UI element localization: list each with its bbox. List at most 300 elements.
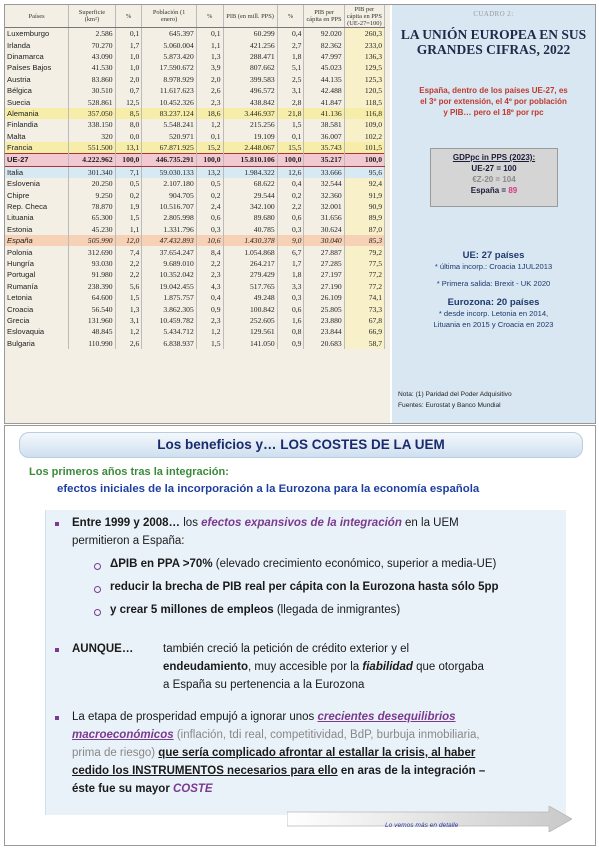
value-cell: 2.107.180 [142, 178, 196, 189]
value-cell: 1,5 [115, 212, 142, 223]
value-cell: 312.690 [69, 246, 115, 257]
value-cell: 2,2 [115, 258, 142, 269]
gdp-eu27: UE-27 = 100 [471, 164, 517, 173]
value-cell: 0,4 [277, 178, 304, 189]
value-cell: 9,0 [277, 235, 304, 246]
value-cell: 1.331.796 [142, 224, 196, 235]
bullet-imbalances [72, 708, 564, 798]
bullet2-text: , muy accesible por la [247, 661, 363, 673]
value-cell: 82.362 [304, 39, 344, 50]
value-cell: 233,0 [344, 39, 384, 50]
value-cell: 30.510 [69, 85, 115, 96]
country-cell: Estonia [5, 224, 69, 235]
value-cell: 0,6 [277, 303, 304, 314]
bullet2-text: también creció la petición de crédito exterior y el [163, 643, 410, 655]
value-cell: 45.230 [69, 224, 115, 235]
value-cell: 2,6 [196, 85, 223, 96]
bullet1-text: en la UEM [401, 517, 459, 529]
value-cell: 0,1 [115, 28, 142, 40]
table-row [5, 281, 385, 292]
value-cell: 7,4 [115, 246, 142, 257]
bullet1-text: permitieron a España: [72, 535, 185, 547]
bullet3-bold: necesarios para ello [223, 765, 338, 777]
value-cell: 2,4 [196, 201, 223, 212]
value-cell: 5.873.420 [142, 51, 196, 62]
value-cell: 60.299 [223, 28, 277, 40]
value-cell: 0,3 [277, 224, 304, 235]
country-cell: España [5, 235, 69, 246]
bullet3-bold: éste fue su mayor [72, 783, 173, 795]
spain-note-line: y PIB… pero el 18º por rpc [443, 108, 544, 117]
value-cell: 27.887 [304, 246, 344, 257]
value-cell: 1.875.757 [142, 292, 196, 303]
bullet3-gray: (inflación, tdi real, competitividad, BdP, burbuja inmobiliaria, [173, 729, 480, 741]
country-cell: Eslovenia [5, 178, 69, 189]
value-cell: 2.805.998 [142, 212, 196, 223]
value-cell: 77,2 [344, 281, 384, 292]
value-cell: 41.530 [69, 62, 115, 73]
value-cell: 0,0 [115, 131, 142, 142]
value-cell: 77,5 [344, 258, 384, 269]
value-cell: 3,1 [115, 315, 142, 326]
bullet2-text: que otorgaba [412, 661, 484, 673]
sub-bullet-text: (llegada de inmigrantes) [273, 604, 401, 616]
value-cell: 125,3 [344, 74, 384, 85]
value-cell: 83.860 [69, 74, 115, 85]
value-cell: 520.971 [142, 131, 196, 142]
column-header: Países [5, 5, 69, 28]
value-cell: 27.190 [304, 281, 344, 292]
value-cell: 0,4 [277, 28, 304, 40]
sub-bullet-gdp [110, 555, 560, 573]
country-cell: Eslovaquia [5, 326, 69, 337]
table-header-row [5, 5, 385, 28]
value-cell: 47.997 [304, 51, 344, 62]
bullet3-highlight: macroeconómicos [72, 729, 174, 741]
value-cell: 19.109 [223, 131, 277, 142]
value-cell: 2,8 [277, 96, 304, 107]
table-row [5, 178, 385, 189]
country-cell: Letonia [5, 292, 69, 303]
sub-bullet-text: (elevado crecimiento económico, superior a media-UE) [212, 558, 497, 570]
value-cell: 67,8 [344, 315, 384, 326]
value-cell: 35.743 [304, 142, 344, 154]
value-cell: 9.250 [69, 189, 115, 200]
country-cell: Hungría [5, 258, 69, 269]
column-header: % [196, 5, 223, 28]
value-cell: 100,0 [277, 154, 304, 166]
value-cell: 85,3 [344, 235, 384, 246]
country-cell: Irlanda [5, 39, 69, 50]
value-cell: 1.984.322 [223, 166, 277, 178]
slide-emu-costs [4, 425, 596, 846]
value-cell: 1,5 [277, 119, 304, 130]
value-cell: 2.448.067 [223, 142, 277, 154]
value-cell: 30.040 [304, 235, 344, 246]
value-cell: 0,5 [115, 178, 142, 189]
value-cell: 0,8 [277, 326, 304, 337]
value-cell: 20.250 [69, 178, 115, 189]
eurozone-info-line: Lituania en 2015 y Croacia en 2023 [433, 320, 554, 329]
value-cell: 27.197 [304, 269, 344, 280]
bullet3-bold: en aras de la integración – [337, 765, 486, 777]
value-cell: 1,3 [196, 51, 223, 62]
country-cell: Malta [5, 131, 69, 142]
value-cell: 32.544 [304, 178, 344, 189]
value-cell: 0,6 [277, 212, 304, 223]
gdp-spain [431, 185, 557, 196]
sub-bullet-marker [94, 609, 101, 616]
value-cell: 2,2 [196, 258, 223, 269]
subtitle-first-years: Los primeros años tras la integración: [29, 466, 229, 478]
column-header: % [115, 5, 142, 28]
value-cell: 2,3 [196, 96, 223, 107]
value-cell: 342.100 [223, 201, 277, 212]
sub-bullet-bold: reducir la brecha de PIB real per cápita con la Eurozona hasta sólo 5pp [110, 581, 499, 593]
value-cell: 35.217 [304, 154, 344, 166]
value-cell: 421.256 [223, 39, 277, 50]
spain-note-line: España, dentro de los países UE-27, es [419, 86, 568, 95]
value-cell: 41.847 [304, 96, 344, 107]
table-row [5, 303, 385, 314]
value-cell: 1,9 [115, 201, 142, 212]
cuadro-label: CUADRO 2: [473, 11, 514, 18]
country-cell: Grecia [5, 315, 69, 326]
value-cell: 0,3 [277, 292, 304, 303]
value-cell: 100,0 [115, 154, 142, 166]
table-row [5, 235, 385, 246]
value-cell: 92,4 [344, 178, 384, 189]
spain-note-line: el 3º por extensión, el 4º por población [420, 97, 567, 106]
value-cell: 65.300 [69, 212, 115, 223]
subtitle-initial-effects: efectos iniciales de la incorporación a la Eurozona para la economía española [57, 483, 480, 495]
table-row [5, 201, 385, 212]
value-cell: 33.666 [304, 166, 344, 178]
source-notes [398, 389, 593, 411]
bullet1-text: los [183, 517, 202, 529]
value-cell: 5.434.712 [142, 326, 196, 337]
value-cell: 13,1 [115, 142, 142, 154]
content-panel [45, 510, 566, 815]
value-cell: 10,6 [196, 235, 223, 246]
value-cell: 102,2 [344, 131, 384, 142]
value-cell: 18,6 [196, 108, 223, 119]
value-cell: 5,6 [115, 281, 142, 292]
value-cell: 496.572 [223, 85, 277, 96]
value-cell: 5.060.004 [142, 39, 196, 50]
bullet-marker [55, 716, 59, 720]
country-cell: Bélgica [5, 85, 69, 96]
value-cell: 0,1 [196, 28, 223, 40]
country-cell: Lituania [5, 212, 69, 223]
value-cell: 3.862.305 [142, 303, 196, 314]
value-cell: 1,8 [277, 51, 304, 62]
value-cell: 89,9 [344, 212, 384, 223]
country-cell: Polonia [5, 246, 69, 257]
bullet-expansive-effects [72, 514, 552, 550]
table-row [5, 142, 385, 154]
country-cell: Rep. Checa [5, 201, 69, 212]
value-cell: 73,3 [344, 303, 384, 314]
value-cell: 31.656 [304, 212, 344, 223]
value-cell: 38.581 [304, 119, 344, 130]
value-cell: 301.340 [69, 166, 115, 178]
value-cell: 90,9 [344, 201, 384, 212]
value-cell: 1,7 [277, 258, 304, 269]
eu-statistics-table-panel [5, 5, 390, 423]
bullet-credit-debt [163, 640, 558, 694]
sub-bullet-bold: ΔPIB en PPA >70% [110, 558, 213, 570]
value-cell: 1.054.868 [223, 246, 277, 257]
bullet1-highlight: efectos expansivos de la integración [201, 517, 402, 529]
value-cell: 2,2 [277, 201, 304, 212]
table-row [5, 74, 385, 85]
country-cell: Países Bajos [5, 62, 69, 73]
however-label: AUNQUE… [72, 643, 134, 655]
value-cell: 79,2 [344, 246, 384, 257]
value-cell: 1.430.378 [223, 235, 277, 246]
value-cell: 89.680 [223, 212, 277, 223]
eu-info-line: * última incorp.: Croacia 1JUL2013 [434, 262, 553, 271]
slide-eu-figures [4, 4, 596, 424]
value-cell: 2,2 [115, 269, 142, 280]
value-cell: 517.765 [223, 281, 277, 292]
value-cell: 5.548.241 [142, 119, 196, 130]
column-header: Superficie (km²) [69, 5, 115, 28]
table-row [5, 28, 385, 40]
gdp-box-title: GDPpc in PPS (2023): [452, 153, 536, 162]
column-header: PIB per cápita en PPS (UE-27=100) [344, 5, 384, 28]
value-cell: 116,8 [344, 108, 384, 119]
value-cell: 131.960 [69, 315, 115, 326]
value-cell: 91,9 [344, 189, 384, 200]
value-cell: 29.544 [223, 189, 277, 200]
value-cell: 37.654.247 [142, 246, 196, 257]
value-cell: 91.980 [69, 269, 115, 280]
value-cell: 8,4 [196, 246, 223, 257]
country-cell: Croacia [5, 303, 69, 314]
value-cell: 252.605 [223, 315, 277, 326]
value-cell: 47.432.893 [142, 235, 196, 246]
value-cell: 2,0 [115, 74, 142, 85]
value-cell: 1,7 [115, 39, 142, 50]
country-cell: UE-27 [5, 154, 69, 166]
value-cell: 109,0 [344, 119, 384, 130]
value-cell: 93.030 [69, 258, 115, 269]
sub-bullet-gap [110, 578, 560, 596]
value-cell: 26.109 [304, 292, 344, 303]
table-row [5, 131, 385, 142]
value-cell: 279.429 [223, 269, 277, 280]
value-cell: 2.586 [69, 28, 115, 40]
country-cell: Portugal [5, 269, 69, 280]
table-row [5, 119, 385, 130]
value-cell: 1,5 [196, 338, 223, 349]
table-row [5, 51, 385, 62]
value-cell: 77,2 [344, 269, 384, 280]
value-cell: 136,3 [344, 51, 384, 62]
value-cell: 1,8 [277, 269, 304, 280]
value-cell: 129.561 [223, 326, 277, 337]
value-cell: 17.590.672 [142, 62, 196, 73]
value-cell: 129,5 [344, 62, 384, 73]
spain-ranking-note [398, 85, 589, 118]
table-row [5, 338, 385, 349]
value-cell: 43.090 [69, 51, 115, 62]
value-cell: 0,1 [277, 131, 304, 142]
summary-sidebar [392, 5, 595, 423]
value-cell: 2,3 [196, 269, 223, 280]
value-cell: 20.683 [304, 338, 344, 349]
value-cell: 0,9 [196, 303, 223, 314]
value-cell: 4.222.962 [69, 154, 115, 166]
value-cell: 2,7 [277, 39, 304, 50]
value-cell: 528.861 [69, 96, 115, 107]
table-row [5, 212, 385, 223]
table-row [5, 108, 385, 119]
value-cell: 13,2 [196, 166, 223, 178]
gdp-pc-box [430, 148, 558, 207]
value-cell: 100,0 [344, 154, 384, 166]
table-row [5, 246, 385, 257]
value-cell: 8,5 [115, 108, 142, 119]
bullet-marker [55, 522, 59, 526]
table-body [5, 28, 385, 349]
value-cell: 0,7 [115, 85, 142, 96]
value-cell: 904.705 [142, 189, 196, 200]
table-row [5, 315, 385, 326]
value-cell: 25.805 [304, 303, 344, 314]
sub-bullet-marker [94, 586, 101, 593]
value-cell: 12,5 [115, 96, 142, 107]
value-cell: 42.488 [304, 85, 344, 96]
bullet3-gray: prima de riesgo) [72, 747, 159, 759]
value-cell: 68.622 [223, 178, 277, 189]
gdp-eurozone: €Z-20 = 104 [472, 175, 516, 184]
value-cell: 3,9 [196, 62, 223, 73]
value-cell: 645.397 [142, 28, 196, 40]
value-cell: 0,2 [277, 189, 304, 200]
country-cell: Bulgaria [5, 338, 69, 349]
value-cell: 0,2 [196, 189, 223, 200]
eu-count-title: UE: 27 países [462, 250, 525, 261]
country-cell: Italia [5, 166, 69, 178]
table-row [5, 326, 385, 337]
table-row [5, 269, 385, 280]
table-row [5, 292, 385, 303]
value-cell: 41.136 [304, 108, 344, 119]
gdp-spain-label: España = [470, 186, 507, 195]
value-cell: 44.135 [304, 74, 344, 85]
value-cell: 12,0 [115, 235, 142, 246]
value-cell: 40.785 [223, 224, 277, 235]
bullet2-bold: endeudamiento [163, 661, 248, 673]
bullet2-text: a España su pertenencia a la Eurozona [163, 679, 365, 691]
value-cell: 59.030.133 [142, 166, 196, 178]
country-cell: Chipre [5, 189, 69, 200]
value-cell: 70.270 [69, 39, 115, 50]
country-cell: Dinamarca [5, 51, 69, 62]
sub-bullet-bold: y crear 5 millones de empleos [110, 604, 274, 616]
value-cell: 2,3 [196, 315, 223, 326]
country-cell: Francia [5, 142, 69, 154]
value-cell: 118,5 [344, 96, 384, 107]
value-cell: 15,2 [196, 142, 223, 154]
value-cell: 551.500 [69, 142, 115, 154]
see-more-detail-link[interactable]: Lo vemos más en detalle [385, 822, 459, 829]
value-cell: 807.662 [223, 62, 277, 73]
eurozone-info-line: * desde incorp. Letonia en 2014, [438, 309, 549, 318]
value-cell: 1,2 [196, 119, 223, 130]
value-cell: 6,7 [277, 246, 304, 257]
value-cell: 0,2 [115, 189, 142, 200]
value-cell: 19.042.455 [142, 281, 196, 292]
value-cell: 32.360 [304, 189, 344, 200]
value-cell: 10.516.707 [142, 201, 196, 212]
table-row [5, 96, 385, 107]
value-cell: 0,4 [196, 292, 223, 303]
value-cell: 8.978.929 [142, 74, 196, 85]
column-header: Población (1 enero) [142, 5, 196, 28]
value-cell: 87,0 [344, 224, 384, 235]
value-cell: 438.842 [223, 96, 277, 107]
country-cell: Luxemburgo [5, 28, 69, 40]
value-cell: 0,1 [196, 131, 223, 142]
source-line: Fuentes: Eurostat y Banco Mundial [398, 402, 501, 409]
table-row [5, 85, 385, 96]
value-cell: 3,1 [277, 85, 304, 96]
table-row [5, 166, 385, 178]
value-cell: 110.990 [69, 338, 115, 349]
column-header: PIB per cápita en PPS [304, 5, 344, 28]
value-cell: 2,6 [115, 338, 142, 349]
value-cell: 101,5 [344, 142, 384, 154]
value-cell: 288.471 [223, 51, 277, 62]
value-cell: 78.870 [69, 201, 115, 212]
value-cell: 1,2 [196, 326, 223, 337]
bullet3-text: La etapa de prosperidad empujó a ignorar unos [72, 711, 318, 723]
value-cell: 5,1 [277, 62, 304, 73]
value-cell: 0,6 [196, 212, 223, 223]
value-cell: 1,1 [196, 39, 223, 50]
value-cell: 100,0 [196, 154, 223, 166]
value-cell: 10.352.042 [142, 269, 196, 280]
value-cell: 141.050 [223, 338, 277, 349]
value-cell: 446.735.291 [142, 154, 196, 166]
bullet1-period: Entre 1999 y 2008… [72, 517, 184, 529]
value-cell: 2,0 [196, 74, 223, 85]
value-cell: 4,3 [196, 281, 223, 292]
value-cell: 338.150 [69, 119, 115, 130]
gdp-spain-value: 89 [508, 186, 518, 195]
value-cell: 67.871.925 [142, 142, 196, 154]
value-cell: 45.023 [304, 62, 344, 73]
value-cell: 15,5 [277, 142, 304, 154]
value-cell: 23.880 [304, 315, 344, 326]
table-row [5, 258, 385, 269]
note-line: Nota: (1) Paridad del Poder Adquisitivo [398, 391, 512, 398]
sub-bullet-jobs [110, 601, 560, 619]
table-row [5, 39, 385, 50]
eu-membership-info [398, 250, 589, 330]
table-row [5, 224, 385, 235]
value-cell: 0,9 [277, 338, 304, 349]
bullet-marker [55, 648, 59, 652]
value-cell: 505.990 [69, 235, 115, 246]
value-cell: 49.248 [223, 292, 277, 303]
column-header: PIB (en mill. PPS) [223, 5, 277, 28]
table-row [5, 62, 385, 73]
